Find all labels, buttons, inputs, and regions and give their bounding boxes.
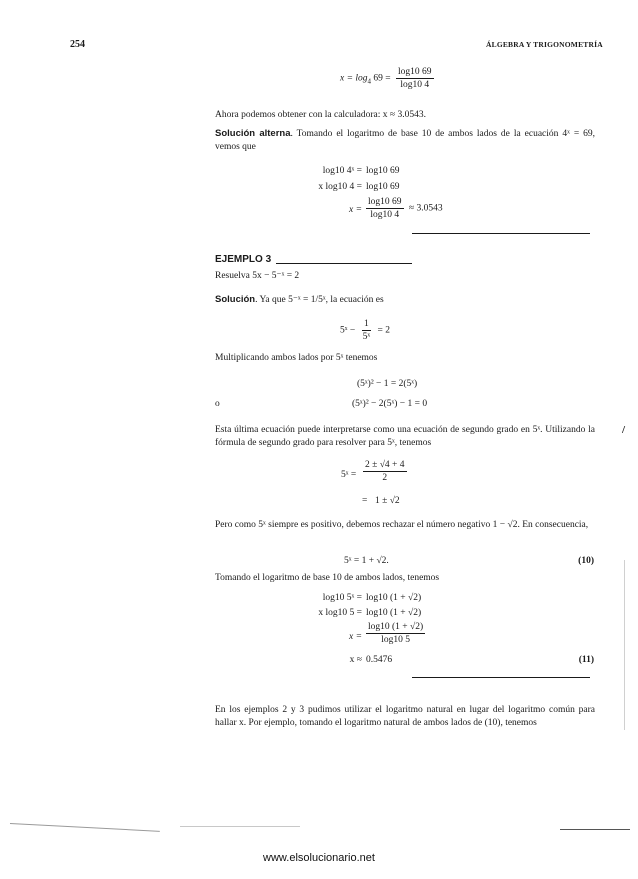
text-calc: Ahora podemos obtener con la calculadora: x ≈ 3.0543. [215, 110, 426, 120]
text-pero: Pero como 5ˣ siempre es positivo, debemos rechazar el número negativo 1 − √2. En consecuencia, [215, 520, 589, 530]
right-edge-scan-marks [624, 560, 625, 730]
eq-10: 5ˣ = 1 + √2. [344, 556, 389, 566]
solution-line [215, 294, 384, 305]
end-rule-1 [412, 233, 590, 234]
eq-10-number: (10) [578, 556, 594, 566]
text-final: En los ejemplos 2 y 3 pudimos utilizar el logaritmo natural en lugar del logaritmo común para hallar x. Por ejemplo, tomando el logaritmo natural de ambos lados de (10), tenemos [215, 705, 595, 728]
solution-label: Solución [215, 294, 256, 305]
eq-top-fraction [396, 66, 434, 91]
eq-top-base: 4 [367, 77, 372, 86]
text-tomando: Tomando el logaritmo de base 10 de ambos lados, tenemos [215, 573, 440, 583]
eq-top-num: log10 69 [398, 67, 432, 77]
eq-s2: (5ˣ)² − 1 = 2(5ˣ) [357, 379, 418, 389]
eq-log3-lhs: x = [348, 632, 362, 642]
footer-url: www.elsolucionario.net [263, 852, 375, 864]
bottom-right-rule [560, 829, 630, 830]
eq-quad-lhs: 5ˣ = [341, 470, 357, 480]
alt-solution-paragraph [215, 127, 595, 154]
eq-top-arg: 69 = [371, 73, 391, 84]
end-rule-2 [412, 677, 590, 678]
eq-s3-prefix: o [215, 399, 220, 409]
alt-solution-label: Solución alterna [215, 128, 291, 139]
margin-mark: / [622, 424, 626, 436]
text-mult: Multiplicando ambos lados por 5ˣ tenemos [215, 353, 378, 363]
eq-quad-line2-lhs: = [362, 496, 368, 506]
eq-log2-rhs: log10 (1 + √2) [366, 608, 422, 618]
alt-eq3-fraction-wrap [363, 196, 443, 221]
eq-s1-num: 1 [363, 319, 369, 329]
equation-top [340, 66, 437, 91]
alt-eq3-tail: ≈ 3.0543 [408, 203, 443, 214]
eq-s1 [340, 318, 390, 343]
eq-11-number: (11) [578, 655, 594, 665]
alt-eq1-lhs: log10 4ˣ = [322, 166, 362, 176]
eq-log1-lhs: log10 5ˣ = [322, 593, 362, 603]
eq-top-lhs: x = log [340, 73, 368, 84]
alt-solution-text: . Tomando el logaritmo de base 10 de ambos lados de la ecuación 4ˣ = 69, vemos que [215, 129, 595, 152]
eq-s3: (5ˣ)² − 2(5ˣ) − 1 = 0 [352, 399, 428, 409]
running-title: ÁLGEBRA Y TRIGONOMETRÍA [486, 40, 603, 49]
eq-s1-a: 5ˣ − [340, 325, 356, 336]
eq-quad-fraction [363, 459, 407, 484]
example-title-rule [276, 263, 412, 264]
eq-quad-num: 2 ± √4 + 4 [365, 460, 405, 470]
alt-eq1-rhs: log10 69 [366, 166, 400, 176]
alt-eq2-rhs: log10 69 [366, 182, 400, 192]
eq-log3-fraction [366, 621, 425, 646]
eq-s1-den: 5ˣ [362, 332, 371, 342]
alt-eq3-den: log10 4 [370, 210, 400, 220]
eq-log4-lhs: x ≈ [349, 655, 362, 665]
eq-top-den: log10 4 [400, 80, 430, 90]
bottom-left-scan-line [10, 823, 160, 832]
alt-eq3-num: log10 69 [368, 197, 402, 207]
example-title: EJEMPLO 3 [215, 254, 272, 265]
page-number: 254 [70, 39, 85, 50]
solution-text: . Ya que 5⁻ˣ = 1/5ˣ, la ecuación es [255, 295, 384, 305]
alt-eq3-fraction [366, 196, 404, 221]
eq-quad-fraction-wrap [360, 459, 410, 484]
eq-quad-den: 2 [382, 473, 388, 483]
eq-log4-rhs: 0.5476 [366, 655, 393, 665]
eq-log3-num: log10 (1 + √2) [368, 622, 424, 632]
eq-s1-fraction [361, 318, 373, 343]
eq-s1-b: = 2 [377, 325, 390, 336]
alt-eq2-lhs: x log10 4 = [318, 182, 362, 192]
bottom-mid-scan-line [180, 826, 300, 827]
eq-log1-rhs: log10 (1 + √2) [366, 593, 422, 603]
text-interp: Esta última ecuación puede interpretarse como una ecuación de segundo grado en 5ˣ. Utilizando la fórmula de segundo grado para resolver para 5ˣ, tenemos [215, 425, 595, 448]
eq-quad-line2-rhs: 1 ± √2 [375, 496, 400, 506]
example-statement: Resuelva 5x − 5⁻ˣ = 2 [215, 271, 300, 281]
alt-eq3-lhs: x = [348, 205, 362, 215]
eq-log3-fraction-wrap [363, 621, 428, 646]
eq-log3-den: log10 5 [381, 635, 410, 645]
eq-log2-lhs: x log10 5 = [318, 608, 362, 618]
